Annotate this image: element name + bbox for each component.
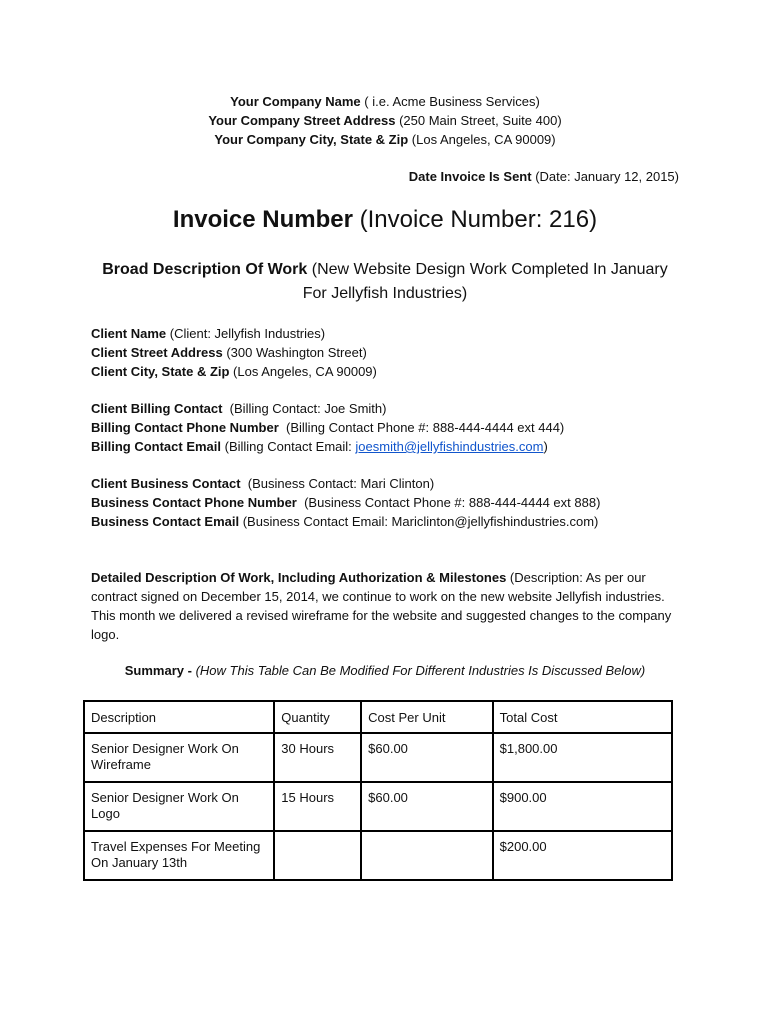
- summary-label: Summary -: [124, 663, 196, 678]
- invoice-date-line: [409, 167, 679, 186]
- business-phone-label: Business Contact Phone Number: [91, 495, 297, 510]
- business-phone-value: (Business Contact Phone #: 888-444-4444 ext 888): [296, 495, 601, 510]
- cost-summary-table: [83, 700, 673, 881]
- broad-description-value: (New Website Design Work Completed In January For Jellyfish Industries): [302, 261, 668, 302]
- cell-quantity: [274, 831, 361, 880]
- company-street-value: (250 Main Street, Suite 400): [395, 113, 562, 128]
- header-cost-per-unit: Cost Per Unit: [361, 701, 493, 733]
- cell-description: Senior Designer Work On Wireframe: [84, 733, 274, 782]
- company-name-label: Your Company Name: [230, 94, 361, 109]
- client-street-line: [91, 343, 691, 362]
- business-email-value: (Business Contact Email: Mariclinton@jellyfishindustries.com): [239, 514, 599, 529]
- client-name-label: Client Name: [91, 326, 167, 341]
- table-header-row: [84, 701, 672, 733]
- broad-description-label: Broad Description Of Work: [102, 261, 308, 278]
- client-name-line: [91, 324, 691, 343]
- billing-email-label: Billing Contact Email: [91, 439, 222, 454]
- summary-note: (How This Table Can Be Modified For Different Industries Is Discussed Below): [195, 663, 646, 678]
- invoice-number-label: Invoice Number: [172, 206, 353, 233]
- header-total-cost: Total Cost: [493, 701, 672, 733]
- client-city-line: [91, 362, 691, 381]
- header-description: Description: [84, 701, 274, 733]
- company-city-line: [0, 130, 770, 149]
- business-info-block: [91, 474, 691, 531]
- invoice-number-title: [0, 203, 770, 237]
- company-street-line: [0, 111, 770, 130]
- billing-phone-value: (Billing Contact Phone #: 888-444-4444 ext 444): [278, 420, 565, 435]
- client-city-value: (Los Angeles, CA 90009): [229, 364, 377, 379]
- cell-quantity: 30 Hours: [274, 733, 361, 782]
- billing-email-prefix: (Billing Contact Email:: [221, 439, 356, 454]
- company-name-value: ( i.e. Acme Business Services): [360, 94, 540, 109]
- billing-info-block: [91, 399, 691, 456]
- client-street-label: Client Street Address: [91, 345, 223, 360]
- broad-description: [90, 258, 680, 306]
- cell-cost-per-unit: [361, 831, 493, 880]
- business-phone-line: [91, 493, 691, 512]
- billing-contact-value: (Billing Contact: Joe Smith): [222, 401, 387, 416]
- business-contact-line: [91, 474, 691, 493]
- business-email-line: [91, 512, 691, 531]
- billing-contact-label: Client Billing Contact: [91, 401, 223, 416]
- cell-quantity: 15 Hours: [274, 782, 361, 831]
- detailed-description-label: Detailed Description Of Work, Including Authorization & Milestones: [91, 570, 507, 585]
- invoice-number-value: (Invoice Number: 216): [352, 206, 598, 233]
- client-street-value: (300 Washington Street): [222, 345, 367, 360]
- header-quantity: Quantity: [274, 701, 361, 733]
- billing-email-link[interactable]: joesmith@jellyfishindustries.com: [355, 439, 544, 454]
- business-email-label: Business Contact Email: [91, 514, 240, 529]
- cell-total-cost: $200.00: [493, 831, 672, 880]
- billing-email-line: [91, 437, 691, 456]
- business-contact-value: (Business Contact: Mari Clinton): [240, 476, 435, 491]
- cell-total-cost: $1,800.00: [493, 733, 672, 782]
- billing-phone-label: Billing Contact Phone Number: [91, 420, 279, 435]
- table-row: [84, 782, 672, 831]
- company-street-label: Your Company Street Address: [208, 113, 396, 128]
- table-row: [84, 831, 672, 880]
- business-contact-label: Client Business Contact: [91, 476, 241, 491]
- table-row: [84, 733, 672, 782]
- company-city-label: Your Company City, State & Zip: [214, 132, 409, 147]
- company-name-line: [0, 92, 770, 111]
- cell-total-cost: $900.00: [493, 782, 672, 831]
- cell-cost-per-unit: $60.00: [361, 733, 493, 782]
- client-info-block: [91, 324, 691, 381]
- cell-description: Senior Designer Work On Logo: [84, 782, 274, 831]
- billing-phone-line: [91, 418, 691, 437]
- invoice-date-value: (Date: January 12, 2015): [531, 169, 679, 184]
- summary-heading: [0, 661, 770, 680]
- company-city-value: (Los Angeles, CA 90009): [408, 132, 556, 147]
- detailed-description-value: (Description: As per our contract signed on December 15, 2014, we continue to work on the new website Jellyfish industries. This month we delivered a revised wireframe for the website and suggested changes to the company logo.: [91, 570, 672, 642]
- client-name-value: (Client: Jellyfish Industries): [166, 326, 326, 341]
- cell-description: Travel Expenses For Meeting On January 13th: [84, 831, 274, 880]
- client-city-label: Client City, State & Zip: [91, 364, 230, 379]
- invoice-date-label: Date Invoice Is Sent: [408, 169, 532, 184]
- cell-cost-per-unit: $60.00: [361, 782, 493, 831]
- detailed-description: [91, 568, 681, 644]
- billing-email-suffix: ): [543, 439, 548, 454]
- billing-contact-line: [91, 399, 691, 418]
